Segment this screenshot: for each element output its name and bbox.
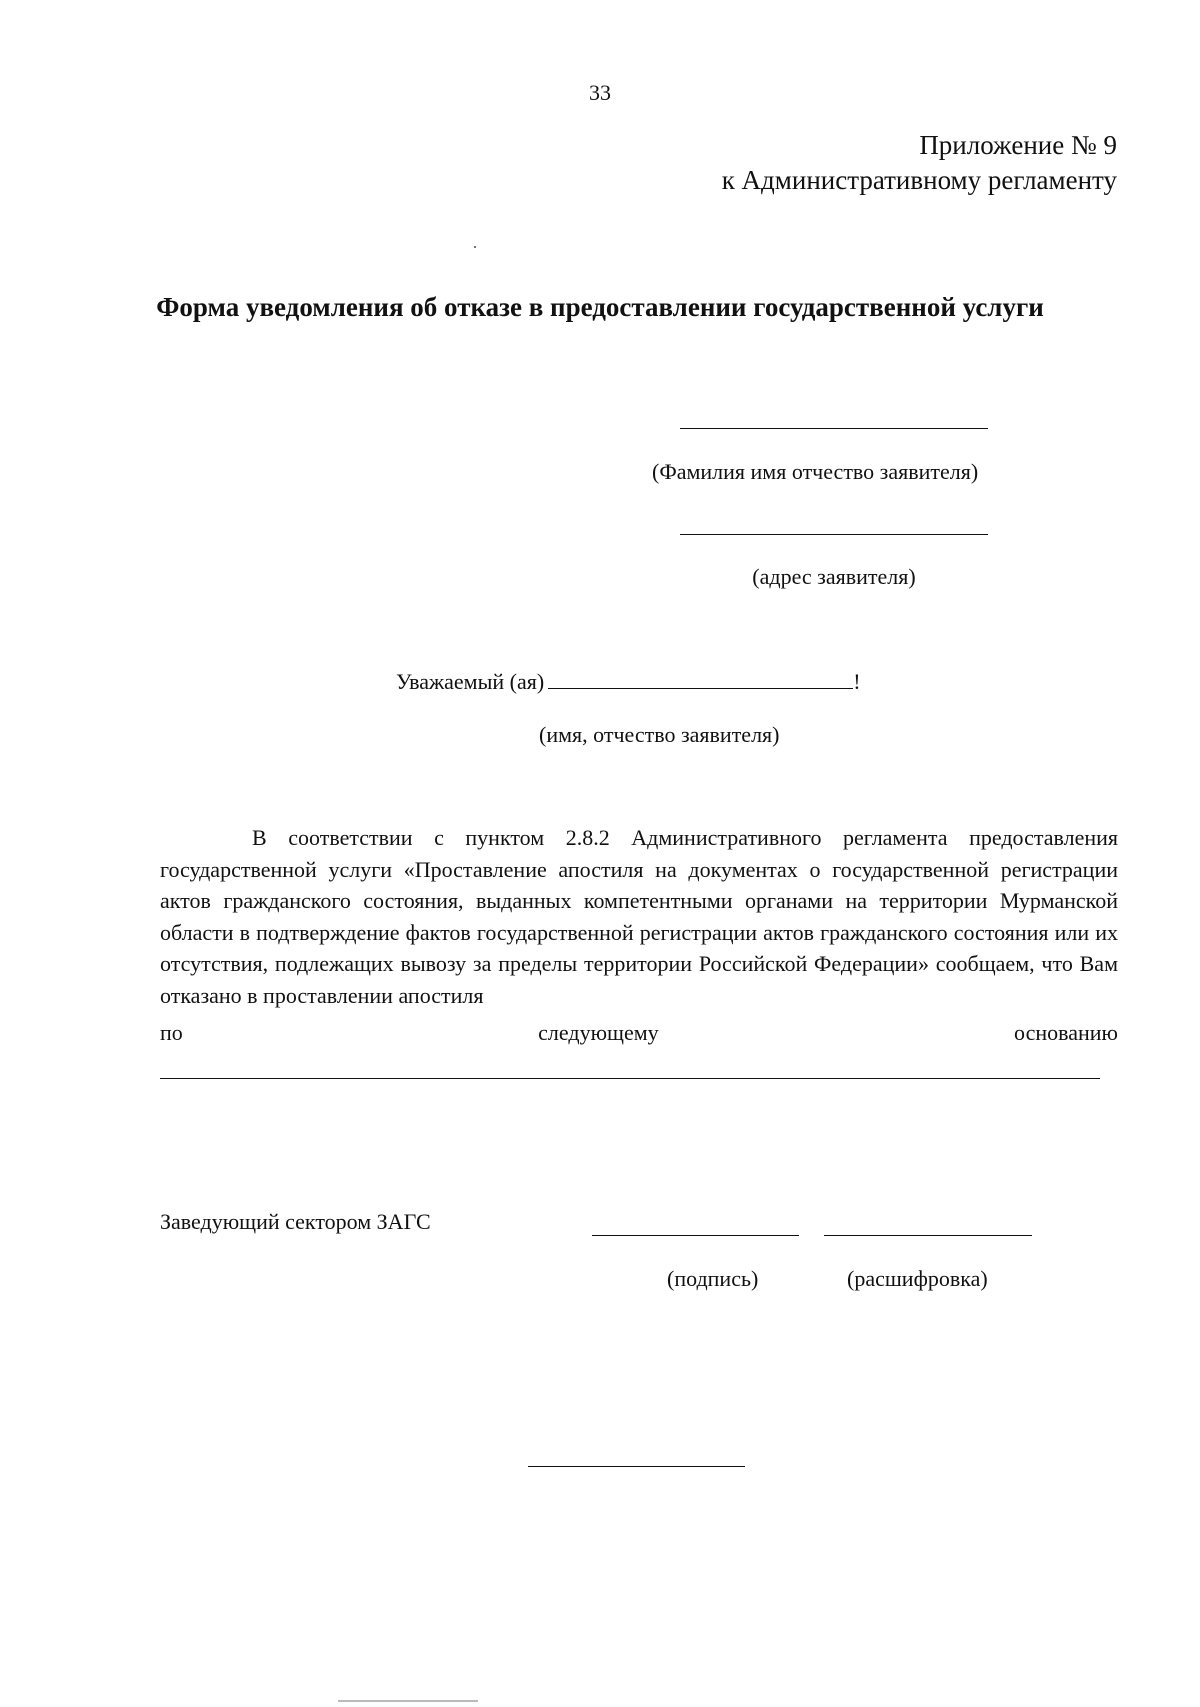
recipient-name-caption: (Фамилия имя отчество заявителя) bbox=[652, 459, 979, 484]
body-word-following: следующему bbox=[538, 1020, 659, 1045]
scan-artifact-footer bbox=[338, 1700, 478, 1702]
body-last-line bbox=[160, 1020, 1118, 1046]
appendix-header bbox=[722, 128, 1117, 198]
salutation-suffix: ! bbox=[853, 669, 861, 694]
reason-line bbox=[160, 1078, 1100, 1079]
salutation-line bbox=[396, 666, 861, 695]
document-title: Форма уведомления об отказе в предоставлении государственной услуги bbox=[156, 292, 1044, 322]
salutation-caption: (имя, отчество заявителя) bbox=[539, 722, 780, 747]
body-paragraph: В соответствии с пунктом 2.8.2 Административного регламента предоставления государственной услуги «Проставление апостиля на документах о государственной регистрации актов гражданского состояния, выданных компетентными органами на территории Мурманской области в подтверждение фактов государственной регистрации актов гражданского состояния или их отсутствия, подлежащих вывозу за пределы территории Российской Федерации» сообщаем, что Вам отказано в проставлении апостиля bbox=[160, 825, 1118, 1008]
salutation-blank bbox=[548, 666, 853, 689]
page-number: 33 bbox=[589, 80, 611, 105]
recipient-name-line bbox=[680, 428, 988, 429]
signature-line bbox=[592, 1235, 799, 1236]
signer-position: Заведующий сектором ЗАГС bbox=[160, 1209, 431, 1234]
signature-caption: (подпись) bbox=[667, 1266, 759, 1291]
bottom-separator-line bbox=[528, 1466, 745, 1467]
decoding-line bbox=[824, 1235, 1032, 1236]
appendix-reference: к Административному регламенту bbox=[721, 165, 1117, 195]
recipient-address-line bbox=[680, 534, 988, 535]
salutation-prefix: Уважаемый (ая) bbox=[396, 669, 545, 694]
appendix-number: Приложение № 9 bbox=[919, 130, 1117, 160]
body-word-basis: основанию bbox=[1014, 1020, 1118, 1045]
recipient-address-caption: (адрес заявителя) bbox=[752, 564, 916, 589]
body-word-po: по bbox=[160, 1020, 183, 1045]
decoding-caption: (расшифровка) bbox=[847, 1266, 988, 1291]
scan-speck bbox=[474, 246, 476, 248]
